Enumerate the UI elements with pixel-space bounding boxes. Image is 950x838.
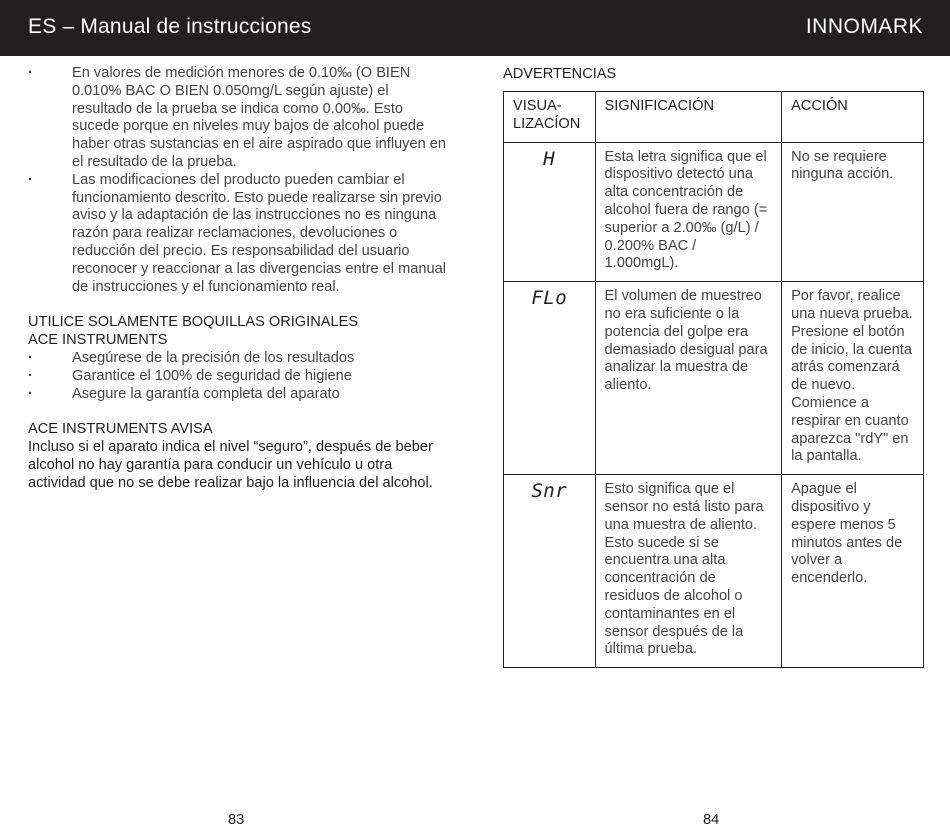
right-column	[503, 65, 924, 668]
original-mouthpieces-subheading: ACE INSTRUMENTS	[28, 332, 168, 349]
page-number-left: 83	[228, 812, 245, 828]
column-header-display: VISUA- LIZACÍON	[504, 92, 596, 143]
notes-list	[28, 65, 448, 296]
action-cell: No se requiere ninguna acción.	[782, 142, 924, 282]
original-mouthpieces-heading: UTILICE SOLAMENTE BOQUILLAS ORIGINALES	[28, 314, 359, 331]
benefit-item: · Asegure la garantía completa del aparato	[28, 386, 448, 404]
action-cell: Apague el dispositivo y espere menos 5 minutos antes de volver a encenderlo.	[782, 475, 924, 668]
warnings-title: ADVERTENCIAS	[503, 66, 617, 82]
meaning-cell: Esta letra significa que el dispositivo detectó una alta concentración de alcohol fuera de rango (= superior a 2.00‰ (g/L) / 0.200% BAC / 1.000mgL).	[595, 142, 782, 282]
page-header	[0, 0, 950, 56]
note-item: · En valores de medición menores de 0.10‰ (O BIEN 0.010% BAC O BIEN 0.050mg/L según ajuste) el resultado de la prueba se indica como 0.00‰. Esto sucede porque en niveles muy bajos de alcohol puede haber otras sustancias en el aire aspirado que influyen en el resultado de la prueba.	[28, 65, 448, 172]
meaning-cell: El volumen de muestreo no era suficiente o la potencia del golpe era demasiado desigual para analizar la muestra de aliento.	[595, 282, 782, 475]
brand-logo-text: INNOMARK	[805, 15, 923, 38]
lcd-display-code: H	[543, 147, 556, 170]
lcd-display-code: FLo	[531, 287, 568, 310]
lcd-display-code: Snr	[531, 480, 568, 503]
warning-heading: ACE INSTRUMENTS AVISA	[28, 421, 213, 438]
note-item: · Las modificaciones del producto pueden cambiar el funcionamiento descrito. Esto puede realizarse sin previo aviso y la adaptación de las instrucciones no es ninguna razón para realizar reclamaciones, devoluciones o reducción del precio. Es responsabilidad del usuario reconocer y reaccionar a las divergencias entre el manual de instrucciones y el funcionamiento real.	[28, 172, 448, 297]
action-cell: Por favor, realice una nueva prueba. Presione el botón de inicio, la cuenta atrás comenzará de nuevo. Comience a respirar en cuanto aparezca "rdY" en la pantalla.	[782, 282, 924, 475]
table-row	[504, 142, 924, 282]
table-row	[504, 475, 924, 668]
benefit-item: · Garantice el 100% de seguridad de higiene	[28, 368, 448, 386]
benefit-item: · Asegúrese de la precisión de los resultados	[28, 350, 448, 368]
mouthpiece-benefits-list	[28, 350, 448, 403]
left-column	[28, 65, 448, 493]
table-row	[504, 282, 924, 475]
warnings-table	[503, 91, 924, 668]
meaning-cell: Esto significa que el sensor no está listo para una muestra de aliento. Esto sucede si se encuentra una alta concentración de residuos de alcohol o contaminantes en el sensor después de la última prueba.	[595, 475, 782, 668]
warning-text: Incluso si el aparato indica el nivel “seguro”, después de beber alcohol no hay garantía para conducir un vehículo u otra actividad que no se debe realizar bajo la influencia del alcohol.	[28, 439, 433, 491]
column-header-meaning: SIGNIFICACIÓN	[595, 92, 782, 143]
table-header-row	[504, 92, 924, 143]
page-number-right: 84	[703, 812, 720, 828]
manual-title: ES – Manual de instrucciones	[28, 15, 312, 38]
column-header-action: ACCIÓN	[782, 92, 924, 143]
